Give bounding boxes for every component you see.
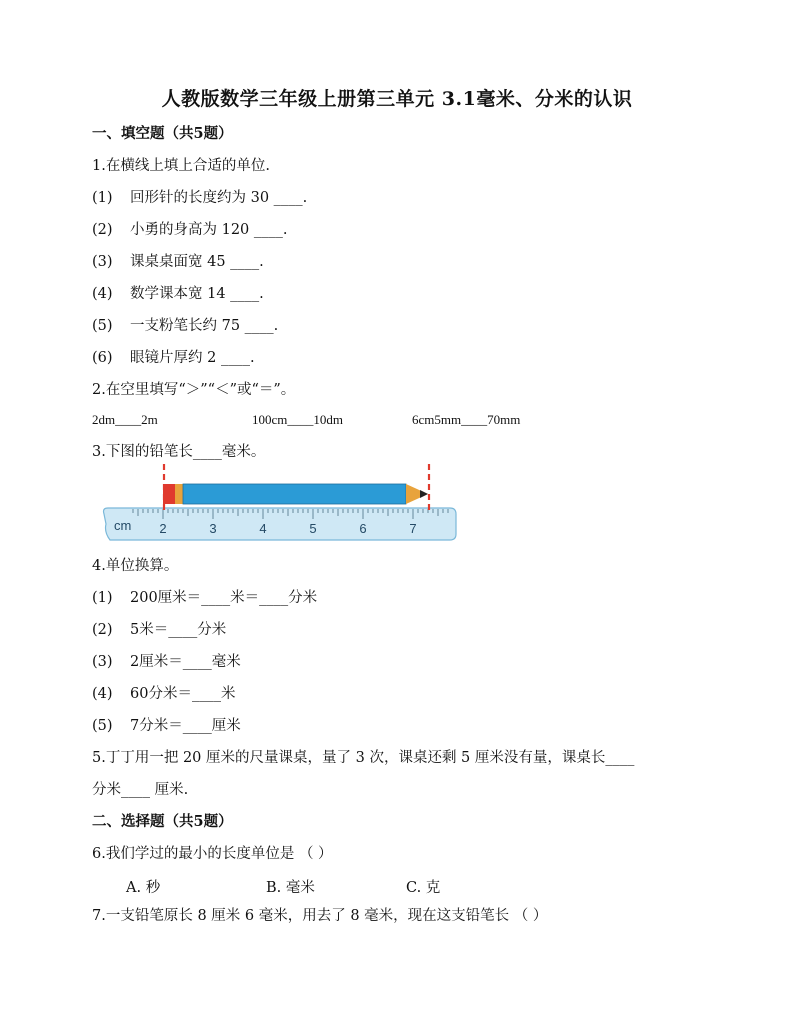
ruler-unit-label: cm <box>114 518 132 533</box>
item-text: 7分米＝____厘米 <box>130 718 241 734</box>
item-text: 数学课本宽 14 ____. <box>130 286 264 302</box>
q1-stem: 1.在横线上填上合适的单位. <box>92 158 270 174</box>
item-label: (4) <box>92 286 113 302</box>
q4-item <box>92 652 241 672</box>
q6-option-c: C. 克 <box>406 880 441 896</box>
item-text: 课桌桌面宽 45 ____. <box>130 254 264 270</box>
q1-item <box>92 348 255 368</box>
q5-line2: 分米____ 厘米. <box>92 782 189 798</box>
pencil-lead <box>420 490 428 498</box>
pencil-ruler-figure <box>100 462 460 546</box>
q4-item <box>92 620 226 640</box>
q5-line1: 5.丁丁用一把 20 厘米的尺量课桌，量了 3 次，课桌还剩 5 厘米没有量，课桌长____ <box>92 750 635 766</box>
item-text: 2厘米＝____毫米 <box>130 654 241 670</box>
item-label: (1) <box>92 590 113 606</box>
q2-compare-item: 6cm5mm____70mm <box>412 412 521 427</box>
q4-item <box>92 684 235 704</box>
item-label: (6) <box>92 350 113 366</box>
item-label: (4) <box>92 686 113 702</box>
q2-stem: 2.在空里填写“＞”“＜”或“＝”。 <box>92 382 296 398</box>
q6-option-a: A. 秒 <box>126 880 161 896</box>
ruler-illustration <box>100 462 460 546</box>
ruler-tick-label: 6 <box>359 521 367 536</box>
section-fill-in-heading: 一、填空题（共5题） <box>92 125 233 142</box>
item-text: 5米＝____分米 <box>130 622 227 638</box>
item-text: 60分米＝____米 <box>130 686 236 702</box>
section-choice-heading: 二、选择题（共5题） <box>92 813 233 830</box>
q6-option-b: B. 毫米 <box>266 880 315 896</box>
q6-stem: 6.我们学过的最小的长度单位是 （ ） <box>92 846 333 862</box>
item-text: 小勇的身高为 120 ____. <box>130 222 288 238</box>
q2-compare-item: 100cm____10dm <box>252 412 343 427</box>
ruler-tick-label: 3 <box>209 521 217 536</box>
ruler-tick-label: 4 <box>259 521 267 536</box>
item-text: 眼镜片厚约 2 ____. <box>130 350 255 366</box>
ruler-tick-label: 5 <box>309 521 317 536</box>
q4-item <box>92 588 317 608</box>
pencil-body <box>183 484 406 504</box>
item-label: (5) <box>92 318 113 334</box>
item-label: (3) <box>92 654 113 670</box>
item-label: (1) <box>92 190 113 206</box>
q1-item <box>92 284 264 304</box>
q7-stem: 7.一支铅笔原长 8 厘米 6 毫米，用去了 8 毫米，现在这支铅笔长 （ ） <box>92 908 548 924</box>
q1-item <box>92 316 278 336</box>
item-label: (2) <box>92 622 113 638</box>
ruler-tick-label: 7 <box>409 521 417 536</box>
ruler-tick-label: 2 <box>159 521 167 536</box>
pencil-band <box>175 484 183 504</box>
item-label: (2) <box>92 222 113 238</box>
q4-stem: 4.单位换算。 <box>92 558 179 574</box>
item-label: (5) <box>92 718 113 734</box>
item-text: 回形针的长度约为 30 ____. <box>130 190 308 206</box>
q1-item <box>92 188 307 208</box>
q1-item <box>92 252 264 272</box>
item-text: 一支粉笔长约 75 ____. <box>130 318 279 334</box>
q1-item <box>92 220 288 240</box>
q4-item <box>92 716 241 736</box>
page-title: 人教版数学三年级上册第三单元 3.1毫米、分米的认识 <box>161 88 633 110</box>
pencil-eraser <box>163 484 177 504</box>
item-label: (3) <box>92 254 113 270</box>
q3-stem: 3.下图的铅笔长____毫米。 <box>92 444 266 460</box>
item-text: 200厘米＝____米＝____分米 <box>130 590 318 606</box>
q2-compare-item: 2dm____2m <box>92 412 158 427</box>
